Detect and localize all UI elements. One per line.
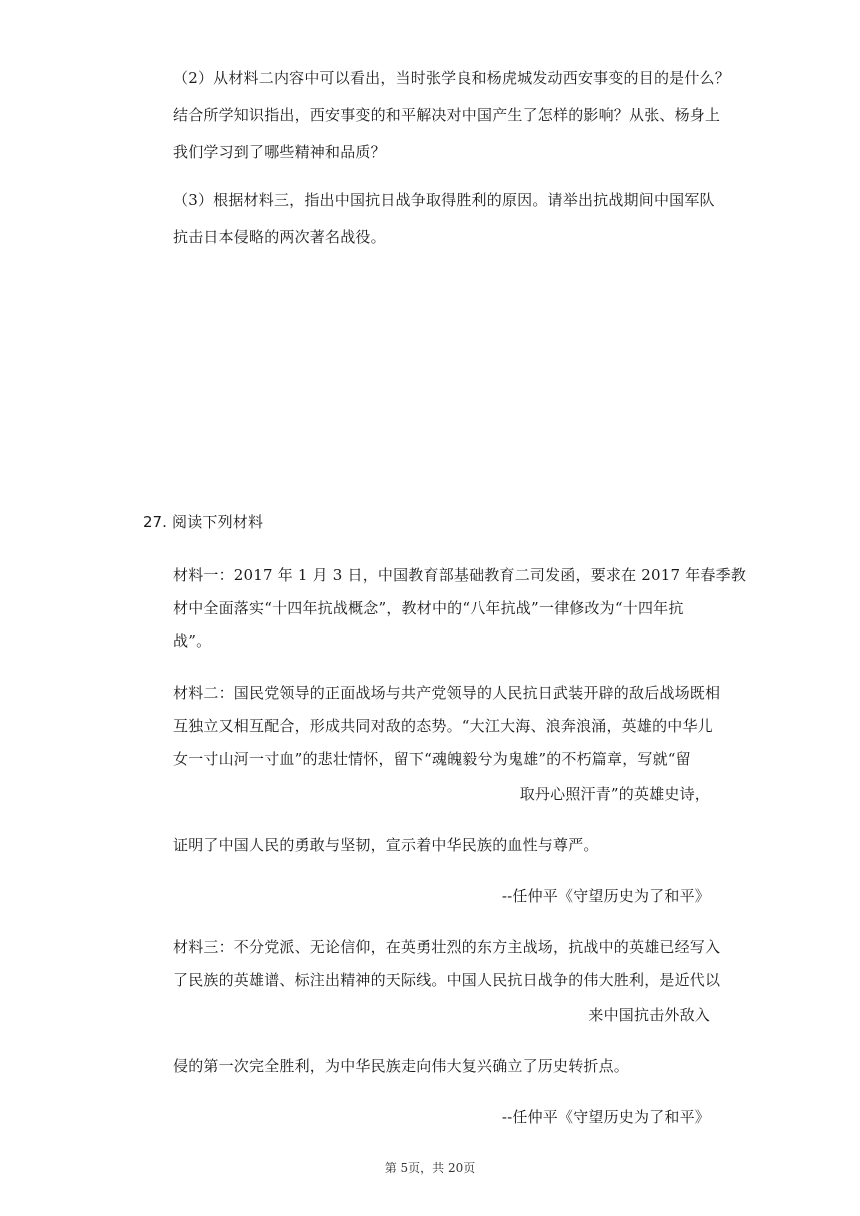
q27-number: 27.	[143, 513, 167, 531]
material3-line4: 侵的第一次完全胜利，为中华民族走向伟大复兴确立了历史转折点。	[173, 1057, 630, 1075]
material2-source: --任仲平《守望历史为了和平》	[501, 887, 710, 905]
material3-source: --任仲平《守望历史为了和平》	[501, 1108, 710, 1126]
material3-line2: 了民族的英雄谱、标注出精神的天际线。中国人民抗日战争的伟大胜利，是近代以	[173, 971, 721, 989]
q26-part3-line1: （3）根据材料三，指出中国抗日战争取得胜利的原因。请举出抗战期间中国军队	[173, 191, 715, 209]
q26-part2-line2: 结合所学知识指出，西安事变的和平解决对中国产生了怎样的影响？从张、杨身上	[173, 106, 721, 124]
material1-line2: 材中全面落实“十四年抗战概念”，教材中的“八年抗战”一律修改为“十四年抗	[173, 599, 684, 617]
page-footer: 第 5页，共 20页	[384, 1161, 476, 1175]
material2-line5: 证明了中国人民的勇敢与坚韧，宣示着中华民族的血性与尊严。	[173, 836, 599, 854]
q26-part3-line2: 抗击日本侵略的两次著名战役。	[173, 228, 386, 246]
material1-line1: 材料一：2017 年 1 月 3 日，中国教育部基础教育二司发函，要求在 2017 年春季教	[173, 566, 747, 584]
material2-line3: 女一寸山河一寸血”的悲壮情怀，留下“魂魄毅兮为鬼雄”的不朽篇章，写就“留	[173, 750, 691, 768]
q26-part2-line1: （2）从材料二内容中可以看出，当时张学良和杨虎城发动西安事变的目的是什么？	[173, 69, 730, 87]
material2-line4: 取丹心照汗青”的英雄史诗，	[519, 785, 710, 803]
q26-part2-line3: 我们学习到了哪些精神和品质？	[173, 143, 386, 161]
material3-line1: 材料三：不分党派、无论信仰，在英勇壮烈的东方主战场，抗战中的英雄已经写入	[173, 938, 721, 956]
material1-line3: 战”。	[173, 632, 212, 650]
material2-line2: 互独立又相互配合，形成共同对敌的态势。“大江大海、浪奔浪涌，英雄的中华儿	[173, 717, 713, 735]
material2-line1: 材料二：国民党领导的正面战场与共产党领导的人民抗日武装开辟的敌后战场既相	[173, 684, 721, 702]
material3-line3: 来中国抗击外敌入	[588, 1006, 710, 1024]
q27-prompt: 阅读下列材料	[172, 513, 264, 531]
